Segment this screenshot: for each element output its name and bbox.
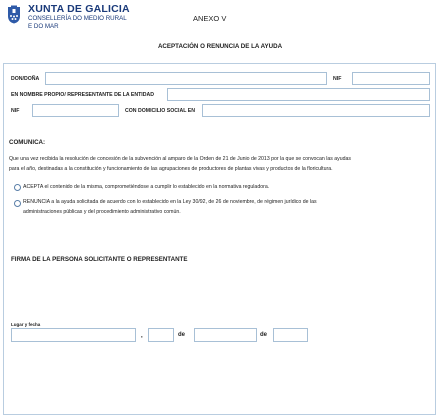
comunica-heading: COMUNICA: <box>9 139 46 146</box>
brand-title: XUNTA DE GALICIA <box>28 3 130 15</box>
nif2-field[interactable] <box>32 104 119 117</box>
comunica-line1: Que una vez recibida la resolución de concesión de la subvención al amparo de la Orden de 21 de Junio de 2013 por la que se convocan las ayudas <box>9 156 352 162</box>
galicia-coat-of-arms-icon <box>7 4 21 24</box>
signature-heading: FIRMA DE LA PERSONA SOLICITANTE O REPRESENTANTE <box>11 256 188 263</box>
representante-field[interactable] <box>167 88 430 101</box>
brand-subtitle-line2: E DO MAR <box>28 22 59 30</box>
date-comma: , <box>141 333 143 339</box>
brand-subtitle <box>28 15 127 30</box>
accept-option-text: ACEPTA el contenido de la misma, comprometiéndose a cumplir lo establecido en la normativa reguladora. <box>23 184 270 190</box>
renounce-option-line1: RENUNCIA a la ayuda solicitada de acuerdo con lo establecido en la Ley 30/92, de 26 de noviembre, de régimen jurídico de las <box>23 199 317 205</box>
brand-subtitle-line1: CONSELLERÍA DO MEDIO RURAL <box>28 15 127 22</box>
nif-label: NIF <box>333 76 342 82</box>
don-field[interactable] <box>45 72 327 85</box>
comunica-paragraph <box>9 154 351 174</box>
month-field[interactable] <box>194 328 257 342</box>
date-label: Lugar y fecha <box>11 322 41 327</box>
year-field[interactable] <box>273 328 308 342</box>
document-title: ACEPTACIÓN O RENUNCIA DE LA AYUDA <box>157 43 283 50</box>
nif2-label: NIF <box>11 108 20 114</box>
date-de2: de <box>260 332 268 338</box>
place-field[interactable] <box>11 328 136 342</box>
nif-field[interactable] <box>352 72 430 85</box>
renounce-option <box>23 198 317 217</box>
renounce-radio[interactable] <box>14 200 21 207</box>
comunica-line2: para el año, destinadas a la constitución y funcionamiento de las agrupaciones de productores de plantas vivas y productos de la floricultura. <box>9 166 333 172</box>
representante-label: EN NOMBRE PROPIO/ REPRESENTANTE DE LA ENTIDAD <box>11 92 154 98</box>
accept-option <box>23 183 269 193</box>
domicilio-label: CON DOMICILIO SOCIAL EN <box>125 108 195 114</box>
accept-radio[interactable] <box>14 184 21 191</box>
date-de1: de <box>178 332 186 338</box>
day-field[interactable] <box>148 328 174 342</box>
annex-label: ANEXO V <box>193 14 227 23</box>
don-label: DON/DOÑA <box>11 76 40 82</box>
domicilio-field[interactable] <box>202 104 430 117</box>
renounce-option-line2: administraciones públicas y del procedimiento administrativo común. <box>23 208 181 215</box>
